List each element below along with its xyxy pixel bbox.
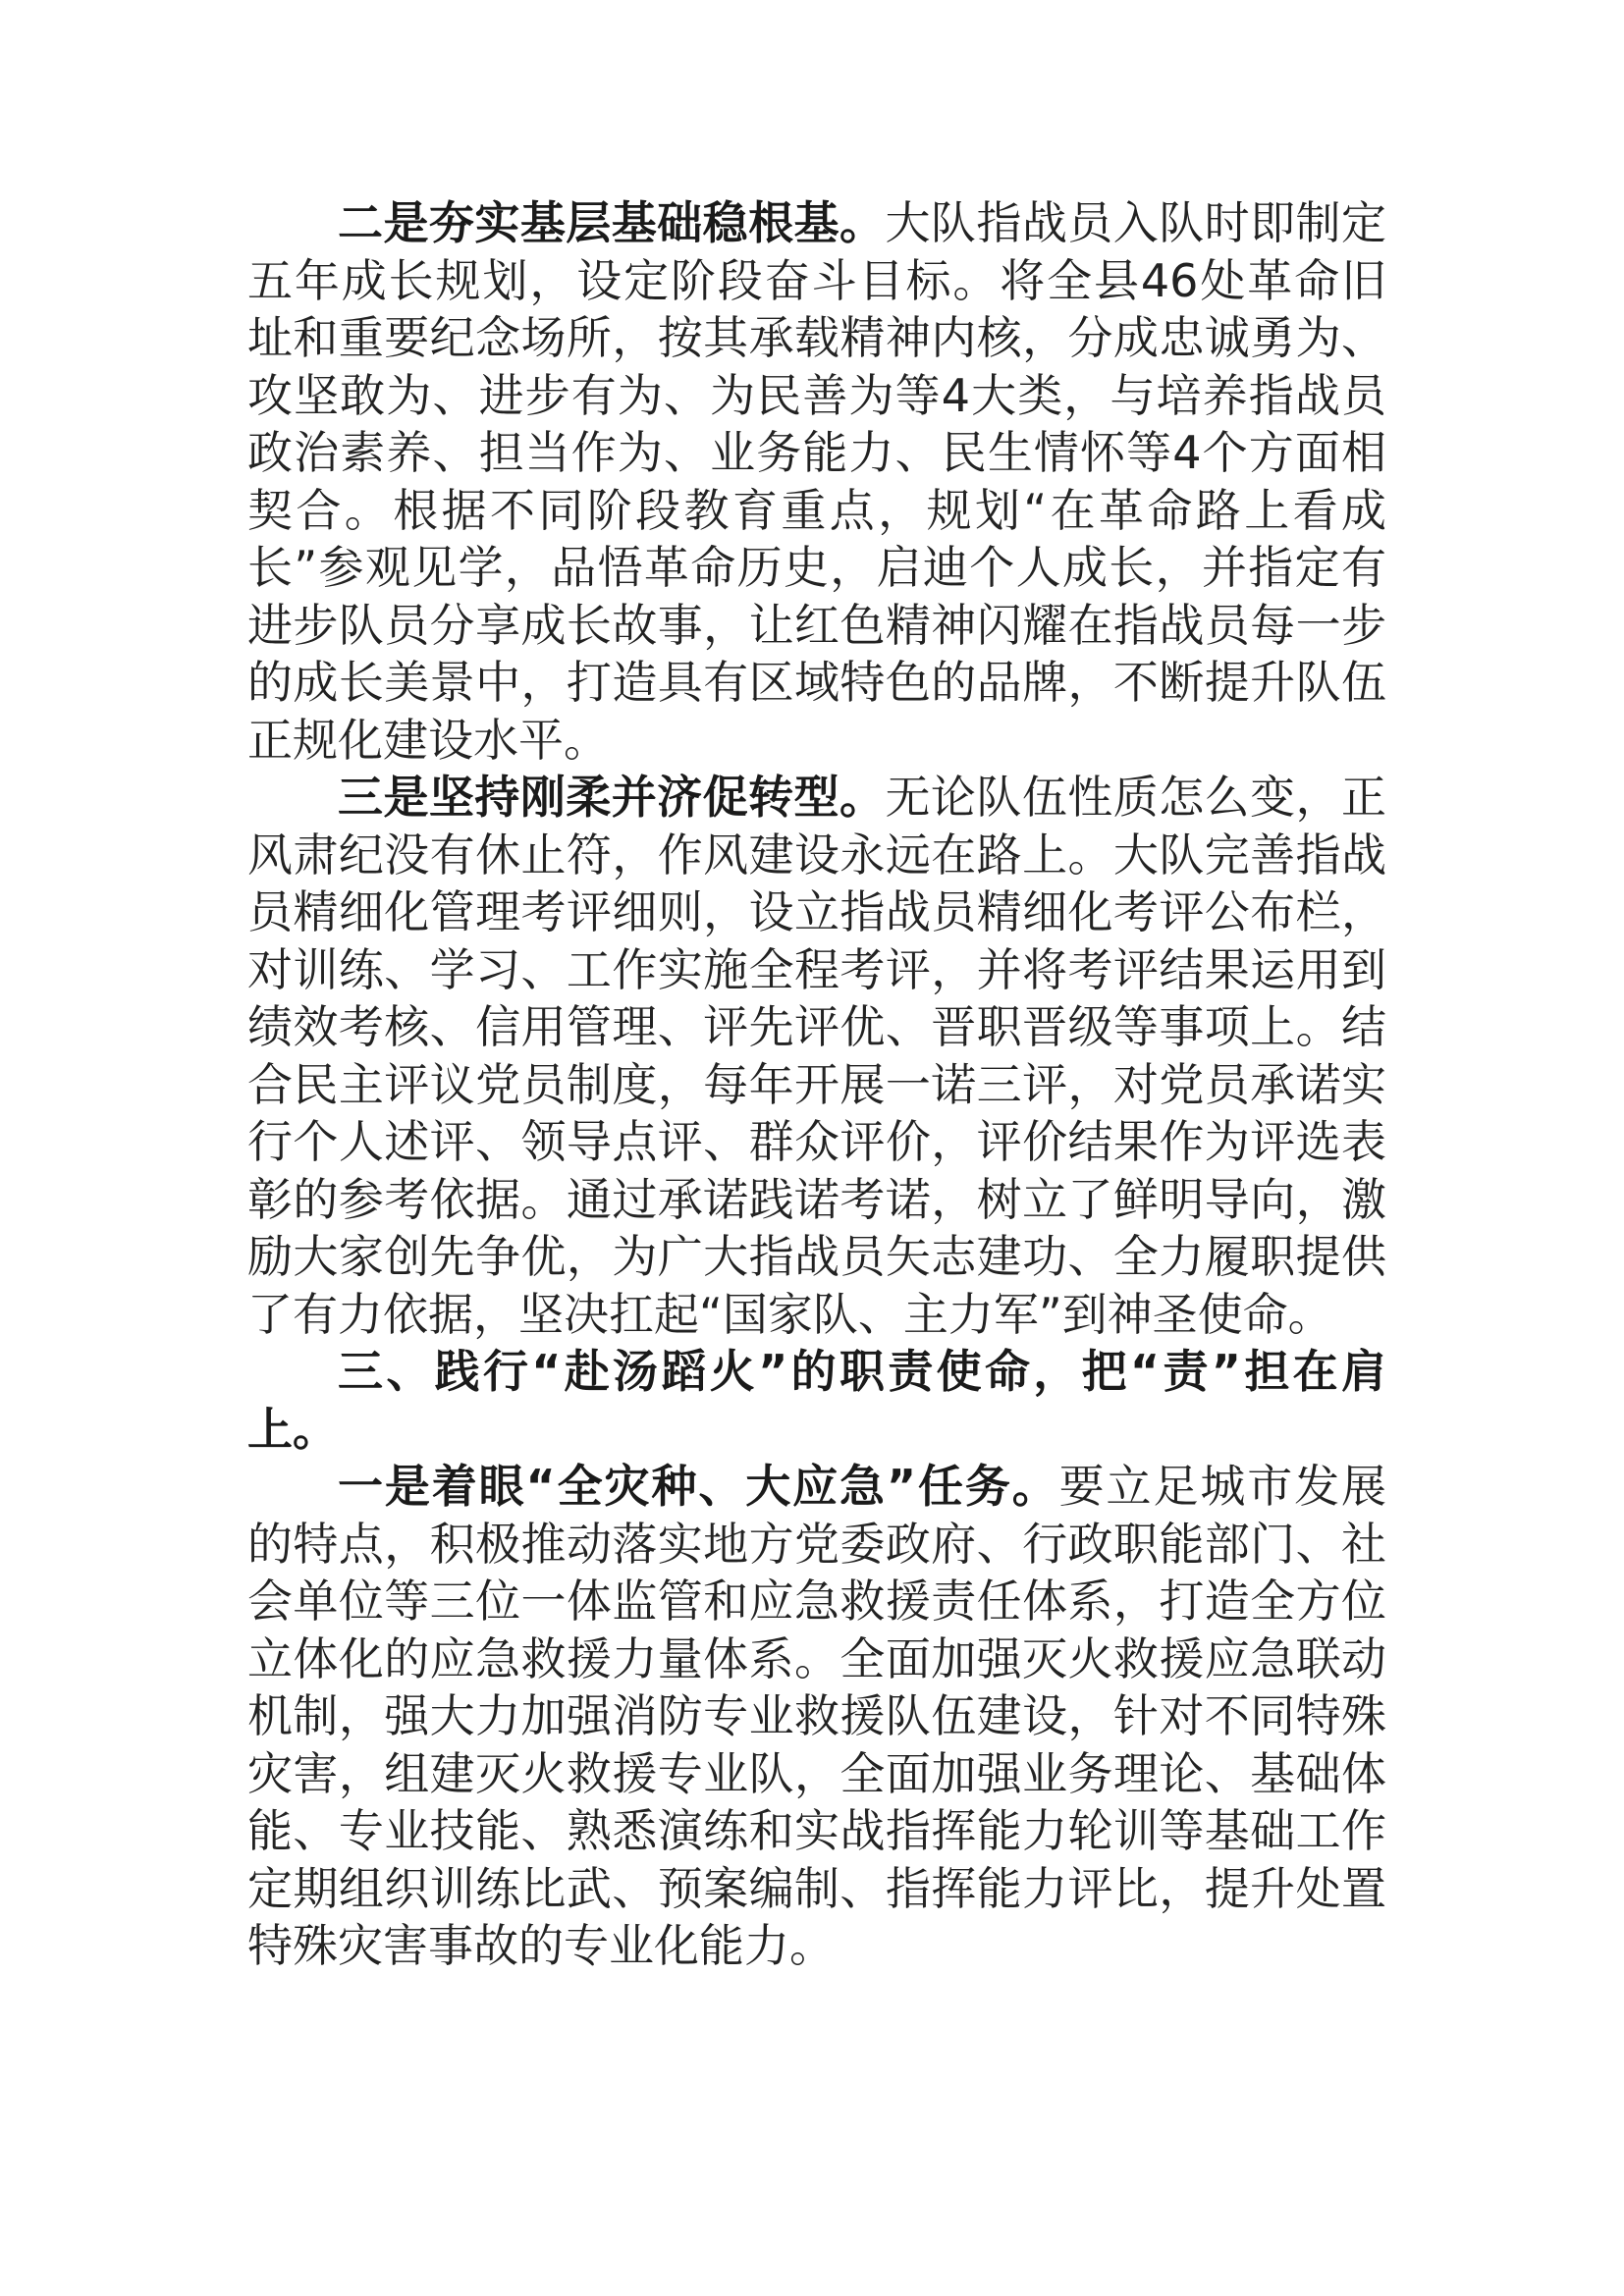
paragraph-lead: 二是夯实基层基础稳根基。 (338, 196, 886, 249)
paragraph-transformation (247, 769, 1386, 1343)
paragraph-body: 要立足城市发展的特点，积极推动落实地方党委政府、行政职能部门、社会单位等三位一体监管和应急救援责任体系，打造全方位立体化的应急救援力量体系。全面加强灭火救援应急联动机制，强大力加强消防专业救援队伍建设，针对不同特殊灾害，组建灭火救援专业队，全面加强业务理论、基础体能、专业技能、熟悉演练和实战指挥能力轮训等基础工作定期组织训练比武、预案编制、指挥能力评比，提升处置特殊灾害事故的专业化能力。 (247, 1460, 1386, 1972)
paragraph-body: 无论队伍性质怎么变，正风肃纪没有休止符，作风建设永远在路上。大队完善指战员精细化管理考评细则，设立指战员精细化考评公布栏，对训练、学习、工作实施全程考评，并将考评结果运用到绩效考核、信用管理、评先评优、晋职晋级等事项上。结合民主评议党员制度，每年开展一诺三评，对党员承诺实行个人述评、领导点评、群众评价，评价结果作为评选表彰的参考依据。通过承诺践诺考诺，树立了鲜明导向，激励大家创先争优，为广大指战员矢志建功、全力履职提供了有力依据，坚决扛起“国家队、主力军”到神圣使命。 (247, 771, 1387, 1341)
paragraph-lead: 一是着眼“全灾种、大应急”任务。 (338, 1460, 1059, 1513)
paragraph-lead: 三是坚持刚柔并济促转型。 (338, 771, 886, 824)
document-page (247, 194, 1386, 1975)
section-heading: 三、践行“赴汤蹈火”的职责使命，把“责”担在肩上。 (247, 1345, 1386, 1456)
paragraph-emergency (247, 1458, 1386, 1975)
paragraph-grassroots (247, 194, 1386, 769)
paragraph-body: 大队指战员入队时即制定五年成长规划，设定阶段奋斗目标。将全县46处革命旧址和重要纪念场所，按其承载精神内核，分成忠诚勇为、攻坚敢为、进步有为、为民善为等4大类，与培养指战员政治素养、担当作为、业务能力、民生情怀等4个方面相契合。根据不同阶段教育重点，规划“在革命路上看成长”参观见学，品悟革命历史，启迪个人成长，并指定有进步队员分享成长故事，让红色精神闪耀在指战员每一步的成长美景中，打造具有区域特色的品牌，不断提升队伍正规化建设水平。 (247, 196, 1387, 767)
